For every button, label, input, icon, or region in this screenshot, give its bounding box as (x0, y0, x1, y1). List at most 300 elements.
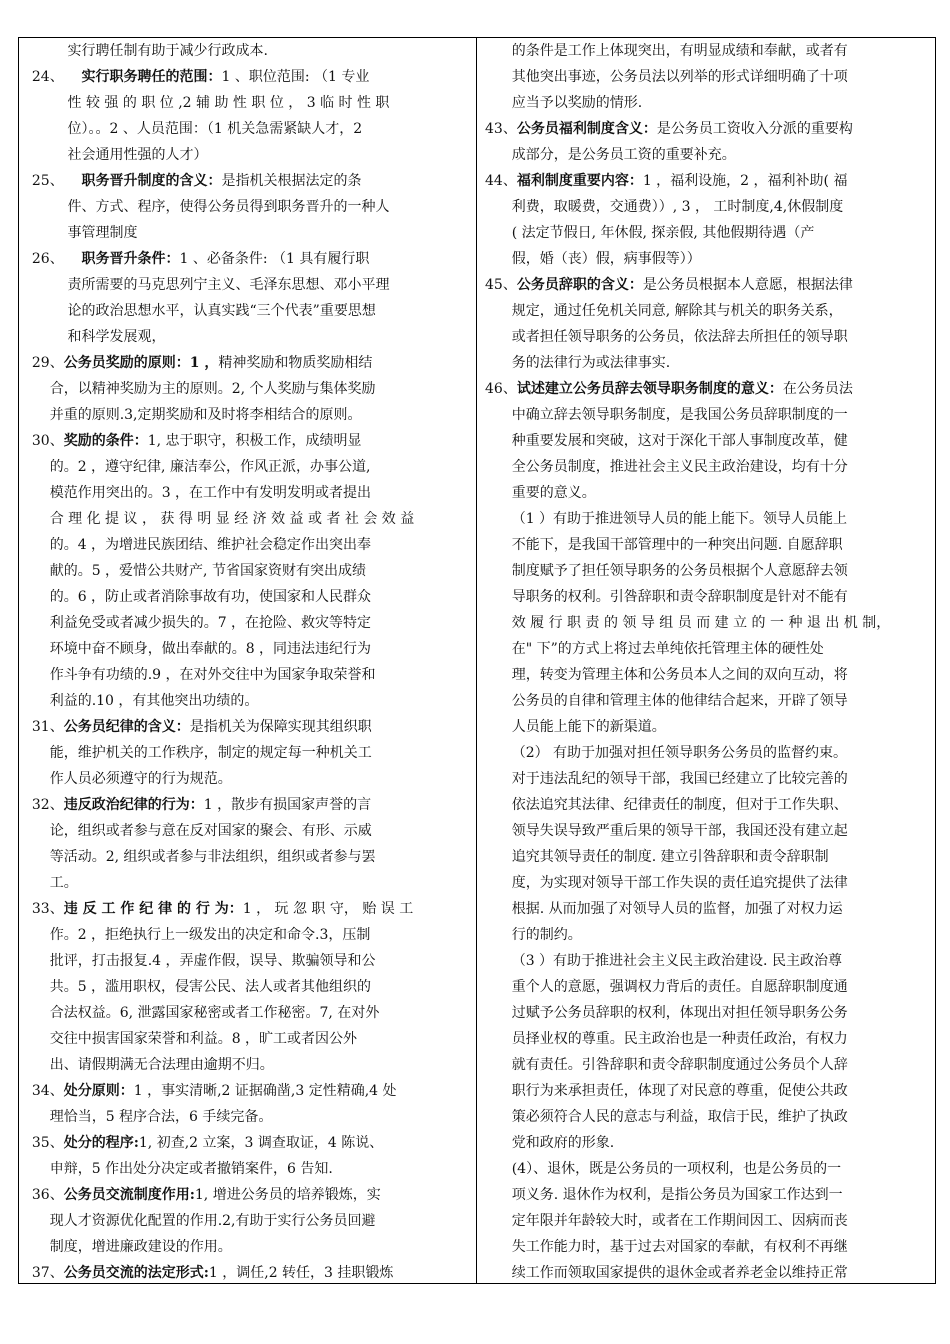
line-indent (485, 1187, 512, 1203)
item-text: 员择业权的尊重。民主政治也是一种责任政治，有权力 (511, 1031, 848, 1047)
line-indent (23, 927, 50, 943)
left-line (23, 766, 472, 792)
item-text: 人员能上能下的新渠道。 (511, 719, 666, 735)
left-line (23, 506, 472, 532)
line-indent (23, 511, 50, 527)
right-line (485, 688, 929, 714)
item-text: 应当予以奖励的情形. (511, 95, 643, 111)
item-text: 在" 下”的方式上将过去单纯依托管理主体的硬性处 (511, 641, 824, 657)
left-line (23, 1182, 472, 1208)
left-line (23, 220, 472, 246)
left-line (23, 818, 472, 844)
item-text: 成部分，是公务员工资的重要补充。 (511, 147, 736, 163)
left-line (23, 376, 472, 402)
left-line (23, 1026, 472, 1052)
line-indent (485, 433, 512, 449)
line-indent: 32、 (23, 797, 64, 813)
item-text: 依法追究其法律、纪律责任的制度，但对于工作失职、 (511, 797, 848, 813)
line-indent (23, 745, 50, 761)
item-text: （3 ）有助于推进社会主义民主政治建设. 民主政治尊 (511, 953, 842, 969)
right-line (485, 142, 929, 168)
left-column (19, 38, 477, 1283)
line-indent: 43、 (485, 121, 517, 137)
item-text: 种重要发展和突破，这对于深化干部人事制度改革，健 (511, 433, 848, 449)
right-line (485, 1026, 929, 1052)
left-line (23, 194, 472, 220)
left-line (23, 688, 472, 714)
item-text: 重要的意义。 (511, 485, 596, 501)
line-indent (23, 537, 50, 553)
left-line (23, 480, 472, 506)
line-indent: 34、 (23, 1083, 64, 1099)
item-text: 合，以精神奖励为主的原则。2, 个人奖励与集体奖励 (49, 381, 376, 397)
left-line (23, 714, 472, 740)
left-line (23, 428, 472, 454)
line-indent: 46、 (485, 381, 517, 397)
line-indent (23, 303, 68, 319)
item-text: 理恰当，5 程序合法，6 手续完备。 (49, 1109, 273, 1125)
item-text: 1 ，事实清晰,2 证据确凿,3 定性精确,4 处 (133, 1083, 397, 1099)
line-indent (23, 147, 68, 163)
item-heading: 公务员福利制度含义： (516, 121, 657, 137)
item-text: 追究其领导责任的制度. 建立引咎辞职和责令辞职制 (511, 849, 829, 865)
item-text: 务的法律行为或法律事实. (511, 355, 671, 371)
right-line (485, 272, 929, 298)
item-text: 就有责任。引咎辞职和责令辞职制度通过公务员个人辞 (511, 1057, 848, 1073)
right-line (485, 636, 929, 662)
line-indent: 45、 (485, 277, 517, 293)
item-text: 是公务员根据本人意愿，根据法律 (642, 277, 853, 293)
left-line (23, 1000, 472, 1026)
left-line (23, 870, 472, 896)
right-line (485, 714, 929, 740)
right-line (485, 870, 929, 896)
right-line (485, 1208, 929, 1234)
right-line (485, 246, 929, 272)
left-line (23, 636, 472, 662)
left-line (23, 1104, 472, 1130)
right-line (485, 818, 929, 844)
line-indent (485, 693, 512, 709)
right-line (485, 1052, 929, 1078)
right-line (485, 532, 929, 558)
item-text: 其他突出事迹，公务员法以列举的形式详细明确了十项 (511, 69, 848, 85)
item-text: 1, 忠于职守，积极工作，成绩明显 (147, 433, 362, 449)
line-indent (23, 121, 68, 137)
line-indent (485, 511, 512, 527)
item-text: 是公务员工资收入分派的重要构 (656, 121, 853, 137)
left-line (23, 298, 472, 324)
right-line (485, 558, 929, 584)
line-indent (23, 1239, 50, 1255)
right-line (485, 38, 929, 64)
right-line (485, 896, 929, 922)
right-line (485, 90, 929, 116)
line-indent (23, 1057, 50, 1073)
left-line (23, 1052, 472, 1078)
item-text: 制度，增进廉政建设的作用。 (49, 1239, 232, 1255)
line-indent (23, 1109, 50, 1125)
left-line (23, 64, 472, 90)
line-indent (23, 43, 68, 59)
item-text: 1 ，调任,2 转任，3 挂职锻炼 (208, 1265, 394, 1281)
right-line (485, 194, 929, 220)
item-text: 的条件是工作上体现突出，有明显成绩和奉献，或者有 (511, 43, 848, 59)
line-indent (485, 1109, 512, 1125)
line-indent (485, 485, 512, 501)
line-indent: 24、 (23, 69, 82, 85)
line-indent (485, 797, 512, 813)
line-indent: 26、 (23, 251, 82, 267)
line-indent (485, 95, 512, 111)
line-indent (23, 459, 50, 475)
item-heading: 公务员奖励的原则：1 ， (63, 355, 219, 371)
line-indent (23, 1005, 50, 1021)
left-line (23, 922, 472, 948)
right-line (485, 974, 929, 1000)
item-text: 交往中损害国家荣誉和利益。8 ，旷工或者因公外 (49, 1031, 358, 1047)
item-text: 1 、职位范围: （1 专业 (221, 69, 370, 85)
item-heading: 奖励的条件： (63, 433, 148, 449)
item-heading: 试述建立公务员辞去领导职务制度的意义： (516, 381, 783, 397)
line-indent (485, 1265, 512, 1281)
item-text: 是指机关根据法定的条 (221, 173, 362, 189)
left-line (23, 402, 472, 428)
item-text: 制度赋予了担任领导职务的公务员根据个人意愿辞去领 (511, 563, 848, 579)
item-heading: 福利制度重要内容： (516, 173, 643, 189)
left-line (23, 116, 472, 142)
item-text: 论的政治思想水平，认真实践“三个代表”重要思想 (67, 303, 376, 319)
right-line (485, 766, 929, 792)
line-indent (485, 953, 512, 969)
right-line (485, 1156, 929, 1182)
item-text: 的。4 ，为增进民族团结、维护社会稳定作出突出奉 (49, 537, 372, 553)
line-indent (23, 641, 50, 657)
right-line (485, 1234, 929, 1260)
line-indent (485, 147, 512, 163)
item-text: （1 ）有助于推进领导人员的能上能下。领导人员能上 (511, 511, 848, 527)
right-line (485, 324, 929, 350)
item-text: 的。2 ，遵守纪律, 廉洁奉公，作风正派，办事公道, (49, 459, 371, 475)
line-indent (485, 719, 512, 735)
item-text: 性 较 强 的 职 位 ,2 辅 助 性 职 位 ， 3 临 时 性 职 (67, 95, 390, 111)
item-heading: 公务员纪律的含义： (63, 719, 190, 735)
item-text: 1 、必备条件: （1 具有履行职 (179, 251, 370, 267)
left-line (23, 272, 472, 298)
item-text: (4）、退休，既是公务员的一项权利，也是公务员的一 (511, 1161, 842, 1177)
item-text: 精神奖励和物质奖励相结 (218, 355, 373, 371)
item-text: （2） 有助于加强对担任领导职务公务员的监督约束。 (511, 745, 848, 761)
item-text: 合 理 化 提 议 ， 获 得 明 显 经 济 效 益 或 者 社 会 效 益 (49, 511, 415, 527)
item-text: 利益免受或者减少损失的。7 ，在抢险、救灾等特定 (49, 615, 372, 631)
item-text: 作人员必须遵守的行为规范。 (49, 771, 232, 787)
item-text: 等活动。2, 组织或者参与非法组织，组织或者参与罢 (49, 849, 376, 865)
item-heading: 实行职务聘任的范围： (81, 69, 222, 85)
item-text: 项义务. 退休作为权利，是指公务员为国家工作达到一 (511, 1187, 843, 1203)
line-indent (23, 407, 50, 423)
line-indent (485, 615, 512, 631)
item-heading: 职务晋升条件： (81, 251, 180, 267)
left-line (23, 1130, 472, 1156)
item-text: 全公务员制度，推进社会主义民主政治建设，均有十分 (511, 459, 848, 475)
line-indent (23, 1031, 50, 1047)
left-line (23, 792, 472, 818)
item-text: 假，婚（丧）假，病事假等）） (511, 251, 701, 267)
line-indent (485, 1083, 512, 1099)
line-indent (23, 485, 50, 501)
item-heading: 违 反 工 作 纪 律 的 行 为： (63, 901, 243, 917)
right-line (485, 402, 929, 428)
item-heading: 处分原则： (63, 1083, 134, 1099)
item-text: 不能下，是我国干部管理中的一种突出问题. 自愿辞职 (511, 537, 843, 553)
line-indent: 25、 (23, 173, 82, 189)
line-indent (485, 1161, 512, 1177)
right-line (485, 220, 929, 246)
item-text: 理，转变为管理主体和公务员本人之间的双向互动，将 (511, 667, 848, 683)
item-heading: 处分的程序: (63, 1135, 139, 1151)
left-line (23, 558, 472, 584)
line-indent: 44、 (485, 173, 517, 189)
right-column (477, 38, 935, 1283)
line-indent: 37、 (23, 1265, 64, 1281)
item-heading: 违反政治纪律的行为： (63, 797, 204, 813)
right-line (485, 480, 929, 506)
item-text: 续工作而领取国家提供的退休金或者养老金以维持正常 (511, 1265, 848, 1281)
line-indent (485, 589, 512, 605)
line-indent (485, 459, 512, 475)
left-line (23, 1156, 472, 1182)
line-indent (23, 693, 50, 709)
line-indent: 29、 (23, 355, 64, 371)
left-line (23, 168, 472, 194)
item-heading: 公务员辞职的含义： (516, 277, 643, 293)
line-indent: 30、 (23, 433, 64, 449)
item-text: 过赋予公务员辞职的权利，体现出对担任领导职务公务 (511, 1005, 848, 1021)
item-text: 定年限并年龄较大时，或者在工作期间因工、因病而丧 (511, 1213, 848, 1229)
line-indent (23, 979, 50, 995)
line-indent (485, 69, 512, 85)
left-line (23, 532, 472, 558)
item-text: 职行为来承担责任，体现了对民意的尊重，促使公共政 (511, 1083, 848, 1099)
item-text: 失工作能力时，基于过去对国家的奉献，有权利不再继 (511, 1239, 848, 1255)
line-indent (485, 1031, 512, 1047)
right-line (485, 376, 929, 402)
line-indent (23, 199, 68, 215)
line-indent (485, 199, 512, 215)
line-indent: 36、 (23, 1187, 64, 1203)
line-indent (23, 667, 50, 683)
line-indent (23, 329, 68, 345)
item-text: 件、方式、程序，使得公务员得到职务晋升的一种人 (67, 199, 390, 215)
right-line (485, 116, 929, 142)
line-indent (23, 615, 50, 631)
item-text: 领导失误导致严重后果的领导干部，我国还没有建立起 (511, 823, 848, 839)
line-indent (23, 225, 68, 241)
right-line (485, 298, 929, 324)
item-text: 出、请假期满无合法理由逾期不归。 (49, 1057, 274, 1073)
right-line (485, 1078, 929, 1104)
item-text: 合法权益。6, 泄露国家秘密或者工作秘密。7, 在对外 (49, 1005, 380, 1021)
line-indent (485, 563, 512, 579)
line-indent (485, 329, 512, 345)
left-line (23, 1234, 472, 1260)
left-line (23, 974, 472, 1000)
line-indent (23, 277, 68, 293)
line-indent (485, 849, 512, 865)
right-line (485, 350, 929, 376)
item-text: 是指机关为保障实现其组织职 (189, 719, 372, 735)
line-indent (485, 225, 512, 241)
item-text: 申辩，5 作出处分决定或者撤销案件，6 告知. (49, 1161, 333, 1177)
left-line (23, 324, 472, 350)
item-text: 论，组织或者参与意在反对国家的聚会、有形、示威 (49, 823, 372, 839)
item-text: 度，为实现对领导干部工作失误的责任追究提供了法律 (511, 875, 848, 891)
line-indent (485, 667, 512, 683)
left-line (23, 246, 472, 272)
left-line (23, 740, 472, 766)
line-indent (23, 381, 50, 397)
line-indent (485, 1057, 512, 1073)
item-text: 公务员的自律和管理主体的他律结合起来，开辟了领导 (511, 693, 848, 709)
item-text: 中确立辞去领导职务制度，是我国公务员辞职制度的一 (511, 407, 848, 423)
item-text: 的。6 ，防止或者消除事故有功，使国家和人民群众 (49, 589, 372, 605)
left-line (23, 610, 472, 636)
item-heading: 公务员交流制度作用: (63, 1187, 195, 1203)
right-line (485, 168, 929, 194)
right-line (485, 584, 929, 610)
item-text: 对于违法乱纪的领导干部，我国已经建立了比较完善的 (511, 771, 848, 787)
line-indent: 35、 (23, 1135, 64, 1151)
right-line (485, 1000, 929, 1026)
line-indent: 33、 (23, 901, 64, 917)
item-text: 位）。。2 、人员范围：（1 机关急需紧缺人才，2 (67, 121, 363, 137)
line-indent (23, 1161, 50, 1177)
item-text: 实行聘任制有助于减少行政成本. (67, 43, 268, 59)
line-indent (485, 1239, 512, 1255)
right-line (485, 1104, 929, 1130)
line-indent (485, 875, 512, 891)
item-text: 责所需要的马克思列宁主义、毛泽东思想、邓小平理 (67, 277, 390, 293)
line-indent (485, 1005, 512, 1021)
line-indent (23, 95, 68, 111)
line-indent (485, 745, 512, 761)
item-text: 1 ， 玩 忽 职 守， 贻 误 工 (242, 901, 414, 917)
line-indent (485, 823, 512, 839)
item-text: ( 法定节假日, 年休假, 探亲假, 其他假期待遇（产 (511, 225, 815, 241)
line-indent (23, 771, 50, 787)
line-indent (485, 979, 512, 995)
left-line (23, 38, 472, 64)
right-line (485, 1130, 929, 1156)
left-line (23, 1260, 472, 1283)
line-indent (485, 251, 512, 267)
left-line (23, 90, 472, 116)
line-indent (485, 771, 512, 787)
item-text: 作斗争有功绩的.9 ，在对外交往中为国家争取荣誉和 (49, 667, 376, 683)
left-line (23, 1208, 472, 1234)
left-line (23, 948, 472, 974)
item-text: 模范作用突出的。3 ，在工作中有发明发明或者提出 (49, 485, 372, 501)
item-heading: 职务晋升制度的含义： (81, 173, 222, 189)
item-text: 利益的.10 ，有其他突出功绩的。 (49, 693, 259, 709)
item-text: 1, 增进公务员的培养锻炼，实 (194, 1187, 381, 1203)
right-line (485, 948, 929, 974)
item-text: 在公务员法 (782, 381, 853, 397)
item-text: 1, 初查,2 立案，3 调查取证，4 陈说、 (138, 1135, 384, 1151)
item-text: 作。2 ，拒绝执行上一级发出的决定和命令.3，压制 (49, 927, 371, 943)
item-text: 工。 (49, 875, 78, 891)
item-text: 共。5 ，滥用职权，侵害公民、法人或者其他组织的 (49, 979, 372, 995)
item-text: 现人才资源优化配置的作用.2,有助于实行公务员回避 (49, 1213, 376, 1229)
left-line (23, 896, 472, 922)
right-line (485, 610, 929, 636)
line-indent (23, 953, 50, 969)
line-indent (23, 849, 50, 865)
item-text: 批评，打击报复.4 ，弄虚作假，误导、欺骗领导和公 (49, 953, 376, 969)
right-line (485, 792, 929, 818)
item-text: 献的。5 ，爱惜公共财产, 节省国家资财有突出成绩 (49, 563, 366, 579)
left-line (23, 350, 472, 376)
line-indent (485, 407, 512, 423)
right-line (485, 1260, 929, 1283)
item-text: 策必须符合人民的意志与利益，取信于民，维护了执政 (511, 1109, 848, 1125)
item-text: 能，维护机关的工作秩序，制定的规定每一种机关工 (49, 745, 372, 761)
left-line (23, 584, 472, 610)
item-text: 根据. 从而加强了对领导人员的监督，加强了对权力运 (511, 901, 843, 917)
line-indent: 31、 (23, 719, 64, 735)
line-indent (23, 563, 50, 579)
line-indent (485, 1213, 512, 1229)
line-indent (485, 641, 512, 657)
left-line (23, 662, 472, 688)
item-heading: 公务员交流的法定形式: (63, 1265, 209, 1281)
item-text: 事管理制度 (67, 225, 138, 241)
left-line (23, 454, 472, 480)
line-indent (23, 823, 50, 839)
item-text: 规定，通过任免机关同意, 解除其与机关的职务关系， (511, 303, 843, 319)
item-text: 利费，取暖费，交通费））, 3 ， 工时制度,4,休假制度 (511, 199, 844, 215)
right-line (485, 64, 929, 90)
item-text: 1 ，福利设施，2 ，福利补助( 福 (642, 173, 848, 189)
document-table (18, 37, 936, 1284)
line-indent (485, 901, 512, 917)
line-indent (485, 927, 512, 943)
item-text: 导职务的权利。引咎辞职和责令辞职制度是针对不能有 (511, 589, 848, 605)
right-line (485, 922, 929, 948)
item-text: 环境中奋不顾身，做出奉献的。8 ，同违法违纪行为 (49, 641, 372, 657)
line-indent (485, 43, 512, 59)
item-text: 1 ，散步有损国家声誉的言 (203, 797, 372, 813)
line-indent (23, 1213, 50, 1229)
item-text: 并重的原则.3,定期奖励和及时将李相结合的原则。 (49, 407, 362, 423)
line-indent (485, 303, 512, 319)
line-indent (485, 1135, 512, 1151)
item-text: 行的制约。 (511, 927, 582, 943)
left-line (23, 142, 472, 168)
item-text: 社会通用性强的人才） (67, 147, 208, 163)
item-text: 效 履 行 职 责 的 领 导 组 员 而 建 立 的 一 种 退 出 机 制， (511, 615, 891, 631)
line-indent (485, 355, 512, 371)
right-line (485, 506, 929, 532)
right-line (485, 1182, 929, 1208)
right-line (485, 454, 929, 480)
right-line (485, 662, 929, 688)
item-text: 或者担任领导职务的公务员，依法辞去所担任的领导职 (511, 329, 848, 345)
right-line (485, 740, 929, 766)
item-text: 重个人的意愿，强调权力背后的责任。自愿辞职制度通 (511, 979, 848, 995)
left-line (23, 844, 472, 870)
line-indent (23, 875, 50, 891)
